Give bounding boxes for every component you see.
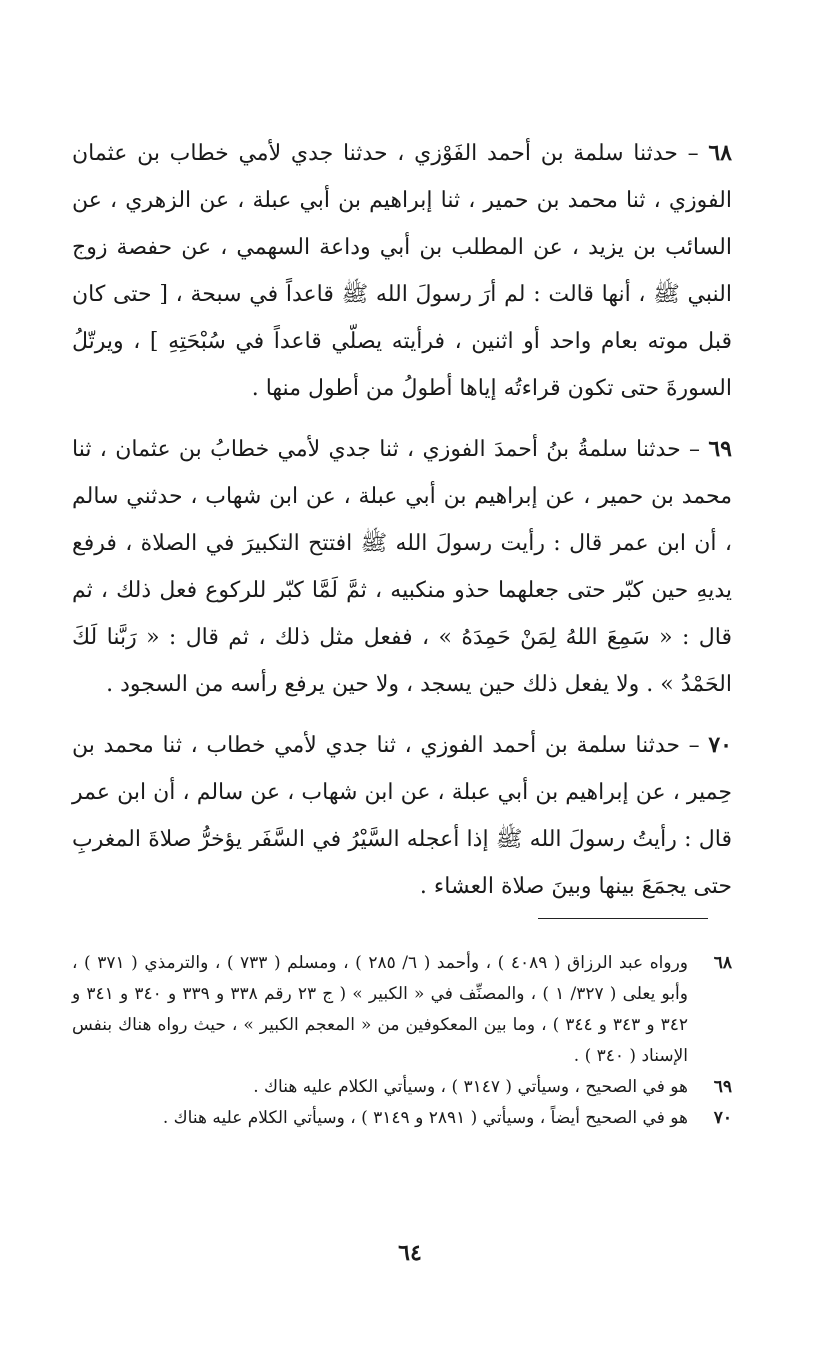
hadith-number: ٦٩ xyxy=(708,436,732,462)
hadith-text: – حدثنا سلمة بن أحمد الفوزي ، ثنا جدي لأمي خطاب ، ثنا محمد بن حِمير ، عن إبراهيم بن أبي عبلة ، عن ابن شهاب ، عن سالم ، أن ابن عمر قال : رأيتُ رسولَ الله ﷺ إذا أعجله السَّيْرُ في السَّفَر يؤخرُّ صلاةَ المغربِ حتى يجمَعَ بينها وبينَ صلاة العشاء . xyxy=(72,733,732,899)
hadith-number: ٦٨ xyxy=(708,140,732,166)
hadith-text: – حدثنا سلمة بن أحمد الفَوْزي ، حدثنا جدي لأمي خطاب بن عثمان الفوزي ، ثنا محمد بن حمير ، ثنا إبراهيم بن أبي عبلة ، عن الزهري ، عن السائب بن يزيد ، عن المطلب بن أبي وداعة السهمي ، عن حفصة زوج النبي ﷺ ، أنها قالت : لم أرَ رسولَ الله ﷺ قاعداً في سبحة ، [ حتى كان قبل موته بعام واحد أو اثنين ، فرأيته يصلّي قاعداً في سُبْحَتِهِ ] ، ويرتّلُ السورةَ حتى تكون قراءتُه إياها أطولُ من أطول منها . xyxy=(72,141,732,401)
footnote-number: ٦٩ xyxy=(713,1077,732,1097)
hadith-number: ٧٠ xyxy=(708,732,732,758)
footnote-number: ٧٠ xyxy=(713,1108,732,1128)
footnote-text: هو في الصحيح أيضاً ، وسيأتي ( ٢٨٩١ و ٣١٤٩ ) ، وسيأتي الكلام عليه هناك . xyxy=(162,1108,688,1128)
hadith-text: – حدثنا سلمةُ بنُ أحمدَ الفوزي ، ثنا جدي لأمي خطابُ بن عثمان ، ثنا محمد بن حمير ، عن إبراهيم بن أبي عبلة ، عن ابن شهاب ، حدثني سالم ، أن ابن عمر قال : رأيت رسولَ الله ﷺ افتتح التكبيرَ في الصلاة ، فرفع يديهِ حين كبّر حتى جعلهما حذو منكبيه ، ثمَّ لَمَّا كبّر للركوع فعل ذلك ، ثم قال : « سَمِعَ اللهُ لِمَنْ حَمِدَهُ » ، ففعل مثل ذلك ، ثم قال : « رَبَّنا لَكَ الحَمْدُ » . ولا يفعل ذلك حين يسجد ، ولا حين يرفع رأسه من السجود . xyxy=(72,437,732,697)
footnotes xyxy=(72,948,732,1134)
hadith-70 xyxy=(72,722,732,910)
footnote-number: ٦٨ xyxy=(713,953,732,973)
footnote-text: هو في الصحيح ، وسيأتي ( ٣١٤٧ ) ، وسيأتي الكلام عليه هناك . xyxy=(253,1077,688,1097)
hadith-69 xyxy=(72,426,732,708)
hadith-68 xyxy=(72,130,732,412)
footnote-separator xyxy=(538,918,708,919)
page-number: ٦٤ xyxy=(398,1240,422,1266)
footnote-69 xyxy=(72,1072,732,1103)
footnote-68 xyxy=(72,948,732,1072)
main-text xyxy=(72,130,732,924)
footnote-70 xyxy=(72,1103,732,1134)
footnote-text: ورواه عبد الرزاق ( ٤٠٨٩ ) ، وأحمد ( ٦/ ٢٨٥ ) ، ومسلم ( ٧٣٣ ) ، والترمذي ( ٣٧١ ) ، وأبو يعلى ( ٣٢٧/ ١ ) ، والمصنِّف في « الكبير » ( ج ٢٣ رقم ٣٣٨ و ٣٣٩ و ٣٤٠ و ٣٤١ و ٣٤٢ و ٣٤٣ و ٣٤٤ ) ، وما بين المعكوفين من « المعجم الكبير » ، حيث رواه هناك بنفس الإسناد ( ٣٤٠ ) . xyxy=(72,953,688,1066)
